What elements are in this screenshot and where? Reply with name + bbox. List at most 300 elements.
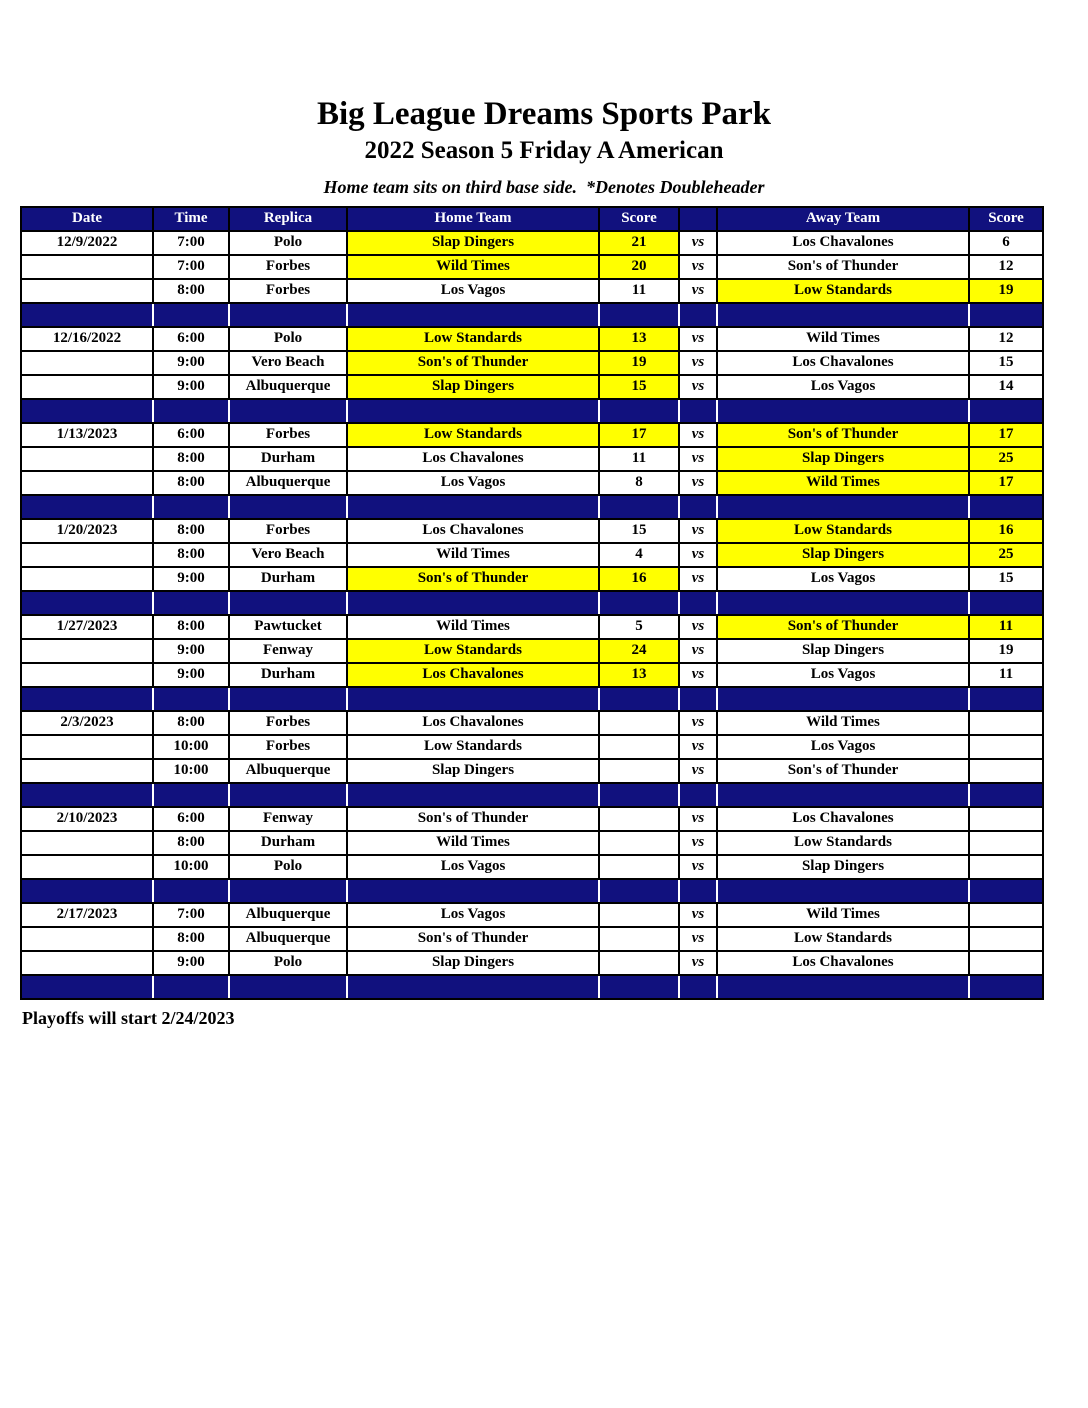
time-cell: 7:00 bbox=[153, 255, 229, 279]
home-score-cell: 5 bbox=[599, 615, 679, 639]
separator-cell bbox=[153, 687, 229, 711]
replica-cell: Fenway bbox=[229, 639, 347, 663]
time-cell: 8:00 bbox=[153, 543, 229, 567]
away-team-cell: Los Vagos bbox=[717, 567, 969, 591]
vs-label: vs bbox=[679, 327, 717, 351]
vs-label: vs bbox=[679, 447, 717, 471]
col-header-away-team: Away Team bbox=[717, 207, 969, 231]
home-team-note: Home team sits on third base side. *Denotes Doubleheader bbox=[323, 176, 765, 197]
separator-cell bbox=[969, 495, 1043, 519]
away-team-cell: Son's of Thunder bbox=[717, 759, 969, 783]
away-score-cell: 6 bbox=[969, 231, 1043, 255]
separator-cell bbox=[717, 879, 969, 903]
separator-cell bbox=[969, 399, 1043, 423]
home-team-cell: Wild Times bbox=[347, 831, 599, 855]
replica-cell: Durham bbox=[229, 831, 347, 855]
separator-cell bbox=[599, 879, 679, 903]
separator-cell bbox=[969, 975, 1043, 999]
separator-cell bbox=[599, 975, 679, 999]
separator-cell bbox=[717, 975, 969, 999]
game-row bbox=[21, 231, 1043, 255]
vs-label: vs bbox=[679, 423, 717, 447]
separator-cell bbox=[969, 687, 1043, 711]
game-row bbox=[21, 927, 1043, 951]
schedule-table bbox=[20, 206, 1044, 1000]
separator-cell bbox=[229, 879, 347, 903]
time-cell: 10:00 bbox=[153, 759, 229, 783]
away-team-cell: Low Standards bbox=[717, 831, 969, 855]
separator-row bbox=[21, 783, 1043, 807]
home-score-cell bbox=[599, 903, 679, 927]
separator-cell bbox=[717, 495, 969, 519]
vs-label: vs bbox=[679, 711, 717, 735]
date-cell bbox=[21, 759, 153, 783]
home-score-cell: 19 bbox=[599, 351, 679, 375]
date-cell bbox=[21, 279, 153, 303]
game-row bbox=[21, 951, 1043, 975]
header-row bbox=[21, 207, 1043, 231]
home-score-cell bbox=[599, 735, 679, 759]
separator-cell bbox=[969, 591, 1043, 615]
separator-cell bbox=[347, 783, 599, 807]
home-team-cell: Low Standards bbox=[347, 327, 599, 351]
separator-cell bbox=[599, 399, 679, 423]
away-team-cell: Son's of Thunder bbox=[717, 615, 969, 639]
away-score-cell: 15 bbox=[969, 567, 1043, 591]
date-cell bbox=[21, 447, 153, 471]
separator-cell bbox=[347, 399, 599, 423]
separator-row bbox=[21, 879, 1043, 903]
game-row bbox=[21, 471, 1043, 495]
replica-cell: Forbes bbox=[229, 423, 347, 447]
home-team-cell: Slap Dingers bbox=[347, 231, 599, 255]
vs-label: vs bbox=[679, 615, 717, 639]
game-row bbox=[21, 855, 1043, 879]
vs-label: vs bbox=[679, 639, 717, 663]
separator-cell bbox=[679, 591, 717, 615]
game-row bbox=[21, 903, 1043, 927]
away-team-cell: Los Vagos bbox=[717, 663, 969, 687]
separator-row bbox=[21, 687, 1043, 711]
away-team-cell: Los Chavalones bbox=[717, 231, 969, 255]
time-cell: 6:00 bbox=[153, 327, 229, 351]
col-header-home-team: Home Team bbox=[347, 207, 599, 231]
separator-cell bbox=[679, 495, 717, 519]
date-cell bbox=[21, 567, 153, 591]
separator-row bbox=[21, 399, 1043, 423]
separator-cell bbox=[347, 975, 599, 999]
home-team-cell: Los Chavalones bbox=[347, 519, 599, 543]
separator-cell bbox=[347, 591, 599, 615]
separator-cell bbox=[717, 399, 969, 423]
away-team-cell: Los Vagos bbox=[717, 375, 969, 399]
vs-label: vs bbox=[679, 903, 717, 927]
separator-cell bbox=[599, 495, 679, 519]
time-cell: 8:00 bbox=[153, 447, 229, 471]
away-team-cell: Slap Dingers bbox=[717, 447, 969, 471]
separator-cell bbox=[21, 303, 153, 327]
vs-label: vs bbox=[679, 471, 717, 495]
separator-cell bbox=[969, 783, 1043, 807]
replica-cell: Albuquerque bbox=[229, 471, 347, 495]
col-header-replica: Replica bbox=[229, 207, 347, 231]
away-team-cell: Low Standards bbox=[717, 927, 969, 951]
separator-cell bbox=[229, 591, 347, 615]
home-score-cell: 8 bbox=[599, 471, 679, 495]
time-cell: 6:00 bbox=[153, 807, 229, 831]
away-score-cell bbox=[969, 807, 1043, 831]
home-team-cell: Son's of Thunder bbox=[347, 927, 599, 951]
vs-label: vs bbox=[679, 519, 717, 543]
home-score-cell bbox=[599, 831, 679, 855]
separator-cell bbox=[969, 303, 1043, 327]
vs-label: vs bbox=[679, 255, 717, 279]
home-team-cell: Slap Dingers bbox=[347, 375, 599, 399]
home-score-cell: 20 bbox=[599, 255, 679, 279]
page-subtitle: 2022 Season 5 Friday A American bbox=[364, 137, 724, 165]
date-cell: 2/3/2023 bbox=[21, 711, 153, 735]
replica-cell: Polo bbox=[229, 231, 347, 255]
date-cell bbox=[21, 855, 153, 879]
time-cell: 8:00 bbox=[153, 711, 229, 735]
replica-cell: Forbes bbox=[229, 711, 347, 735]
home-score-cell: 11 bbox=[599, 279, 679, 303]
home-team-cell: Los Vagos bbox=[347, 855, 599, 879]
separator-cell bbox=[229, 783, 347, 807]
vs-label: vs bbox=[679, 231, 717, 255]
home-team-cell: Los Chavalones bbox=[347, 447, 599, 471]
replica-cell: Vero Beach bbox=[229, 543, 347, 567]
away-score-cell bbox=[969, 951, 1043, 975]
home-team-cell: Slap Dingers bbox=[347, 759, 599, 783]
date-cell bbox=[21, 927, 153, 951]
home-score-cell: 15 bbox=[599, 519, 679, 543]
away-team-cell: Wild Times bbox=[717, 903, 969, 927]
home-team-cell: Son's of Thunder bbox=[347, 351, 599, 375]
replica-cell: Polo bbox=[229, 951, 347, 975]
away-team-cell: Los Chavalones bbox=[717, 807, 969, 831]
away-team-cell: Slap Dingers bbox=[717, 543, 969, 567]
col-header-date: Date bbox=[21, 207, 153, 231]
home-score-cell bbox=[599, 807, 679, 831]
game-row bbox=[21, 831, 1043, 855]
separator-cell bbox=[347, 303, 599, 327]
away-score-cell bbox=[969, 855, 1043, 879]
game-row bbox=[21, 615, 1043, 639]
away-score-cell: 25 bbox=[969, 543, 1043, 567]
date-cell bbox=[21, 663, 153, 687]
home-score-cell: 21 bbox=[599, 231, 679, 255]
home-team-cell: Slap Dingers bbox=[347, 951, 599, 975]
col-header-vs bbox=[679, 207, 717, 231]
replica-cell: Albuquerque bbox=[229, 927, 347, 951]
away-score-cell: 25 bbox=[969, 447, 1043, 471]
away-score-cell: 19 bbox=[969, 639, 1043, 663]
vs-label: vs bbox=[679, 735, 717, 759]
vs-label: vs bbox=[679, 663, 717, 687]
away-score-cell bbox=[969, 711, 1043, 735]
game-row bbox=[21, 447, 1043, 471]
date-cell bbox=[21, 951, 153, 975]
home-score-cell bbox=[599, 927, 679, 951]
replica-cell: Albuquerque bbox=[229, 375, 347, 399]
away-score-cell: 19 bbox=[969, 279, 1043, 303]
away-team-cell: Wild Times bbox=[717, 471, 969, 495]
away-team-cell: Slap Dingers bbox=[717, 639, 969, 663]
home-score-cell: 4 bbox=[599, 543, 679, 567]
vs-label: vs bbox=[679, 759, 717, 783]
game-row bbox=[21, 639, 1043, 663]
separator-cell bbox=[229, 303, 347, 327]
time-cell: 9:00 bbox=[153, 567, 229, 591]
away-score-cell bbox=[969, 903, 1043, 927]
replica-cell: Forbes bbox=[229, 279, 347, 303]
separator-cell bbox=[679, 399, 717, 423]
home-team-cell: Low Standards bbox=[347, 423, 599, 447]
separator-cell bbox=[717, 783, 969, 807]
time-cell: 9:00 bbox=[153, 951, 229, 975]
separator-cell bbox=[229, 399, 347, 423]
home-team-cell: Los Vagos bbox=[347, 279, 599, 303]
game-row bbox=[21, 351, 1043, 375]
home-team-cell: Low Standards bbox=[347, 735, 599, 759]
home-team-cell: Los Chavalones bbox=[347, 711, 599, 735]
away-score-cell: 17 bbox=[969, 423, 1043, 447]
separator-row bbox=[21, 591, 1043, 615]
date-cell: 1/13/2023 bbox=[21, 423, 153, 447]
time-cell: 7:00 bbox=[153, 903, 229, 927]
away-team-cell: Los Chavalones bbox=[717, 951, 969, 975]
separator-cell bbox=[21, 495, 153, 519]
date-cell: 1/20/2023 bbox=[21, 519, 153, 543]
away-score-cell: 16 bbox=[969, 519, 1043, 543]
time-cell: 10:00 bbox=[153, 855, 229, 879]
replica-cell: Albuquerque bbox=[229, 759, 347, 783]
away-team-cell: Low Standards bbox=[717, 279, 969, 303]
away-score-cell: 17 bbox=[969, 471, 1043, 495]
time-cell: 8:00 bbox=[153, 615, 229, 639]
replica-cell: Forbes bbox=[229, 519, 347, 543]
separator-cell bbox=[153, 879, 229, 903]
away-team-cell: Los Vagos bbox=[717, 735, 969, 759]
separator-cell bbox=[717, 591, 969, 615]
col-header-home-score: Score bbox=[599, 207, 679, 231]
home-score-cell bbox=[599, 855, 679, 879]
time-cell: 10:00 bbox=[153, 735, 229, 759]
time-cell: 8:00 bbox=[153, 279, 229, 303]
separator-cell bbox=[21, 783, 153, 807]
away-score-cell: 11 bbox=[969, 663, 1043, 687]
separator-cell bbox=[153, 783, 229, 807]
vs-label: vs bbox=[679, 951, 717, 975]
away-team-cell: Low Standards bbox=[717, 519, 969, 543]
separator-cell bbox=[717, 687, 969, 711]
separator-cell bbox=[153, 975, 229, 999]
away-team-cell: Los Chavalones bbox=[717, 351, 969, 375]
replica-cell: Vero Beach bbox=[229, 351, 347, 375]
separator-cell bbox=[599, 303, 679, 327]
game-row bbox=[21, 759, 1043, 783]
separator-cell bbox=[969, 879, 1043, 903]
home-team-cell: Son's of Thunder bbox=[347, 807, 599, 831]
time-cell: 9:00 bbox=[153, 639, 229, 663]
date-cell bbox=[21, 639, 153, 663]
separator-cell bbox=[153, 495, 229, 519]
playoffs-note: Playoffs will start 2/24/2023 bbox=[22, 1007, 235, 1028]
game-row bbox=[21, 327, 1043, 351]
away-team-cell: Son's of Thunder bbox=[717, 423, 969, 447]
game-row bbox=[21, 735, 1043, 759]
game-row bbox=[21, 807, 1043, 831]
vs-label: vs bbox=[679, 351, 717, 375]
game-row bbox=[21, 423, 1043, 447]
separator-cell bbox=[229, 687, 347, 711]
table-header bbox=[21, 207, 1043, 231]
away-team-cell: Wild Times bbox=[717, 711, 969, 735]
separator-cell bbox=[679, 783, 717, 807]
separator-cell bbox=[21, 687, 153, 711]
separator-cell bbox=[679, 879, 717, 903]
away-team-cell: Slap Dingers bbox=[717, 855, 969, 879]
date-cell: 2/17/2023 bbox=[21, 903, 153, 927]
game-row bbox=[21, 279, 1043, 303]
separator-row bbox=[21, 975, 1043, 999]
game-row bbox=[21, 567, 1043, 591]
separator-cell bbox=[21, 975, 153, 999]
date-cell bbox=[21, 351, 153, 375]
away-score-cell: 12 bbox=[969, 255, 1043, 279]
vs-label: vs bbox=[679, 807, 717, 831]
home-team-cell: Los Chavalones bbox=[347, 663, 599, 687]
separator-cell bbox=[153, 591, 229, 615]
replica-cell: Fenway bbox=[229, 807, 347, 831]
replica-cell: Durham bbox=[229, 663, 347, 687]
separator-cell bbox=[599, 591, 679, 615]
replica-cell: Albuquerque bbox=[229, 903, 347, 927]
home-score-cell bbox=[599, 711, 679, 735]
home-team-cell: Wild Times bbox=[347, 255, 599, 279]
game-row bbox=[21, 255, 1043, 279]
date-cell: 12/16/2022 bbox=[21, 327, 153, 351]
page-title: Big League Dreams Sports Park bbox=[316, 96, 772, 132]
time-cell: 9:00 bbox=[153, 351, 229, 375]
separator-cell bbox=[21, 879, 153, 903]
separator-cell bbox=[679, 687, 717, 711]
time-cell: 8:00 bbox=[153, 831, 229, 855]
vs-label: vs bbox=[679, 855, 717, 879]
date-cell bbox=[21, 255, 153, 279]
date-cell: 2/10/2023 bbox=[21, 807, 153, 831]
away-score-cell bbox=[969, 927, 1043, 951]
home-team-cell: Son's of Thunder bbox=[347, 567, 599, 591]
vs-label: vs bbox=[679, 567, 717, 591]
date-cell bbox=[21, 735, 153, 759]
separator-row bbox=[21, 303, 1043, 327]
time-cell: 8:00 bbox=[153, 927, 229, 951]
date-cell bbox=[21, 471, 153, 495]
away-score-cell: 12 bbox=[969, 327, 1043, 351]
away-score-cell bbox=[969, 735, 1043, 759]
separator-cell bbox=[229, 975, 347, 999]
separator-cell bbox=[21, 591, 153, 615]
time-cell: 7:00 bbox=[153, 231, 229, 255]
separator-cell bbox=[679, 975, 717, 999]
home-team-cell: Low Standards bbox=[347, 639, 599, 663]
vs-label: vs bbox=[679, 279, 717, 303]
separator-cell bbox=[347, 687, 599, 711]
away-score-cell bbox=[969, 759, 1043, 783]
separator-cell bbox=[347, 879, 599, 903]
separator-cell bbox=[347, 495, 599, 519]
time-cell: 8:00 bbox=[153, 471, 229, 495]
col-header-time: Time bbox=[153, 207, 229, 231]
vs-label: vs bbox=[679, 927, 717, 951]
separator-cell bbox=[679, 303, 717, 327]
replica-cell: Pawtucket bbox=[229, 615, 347, 639]
separator-cell bbox=[229, 495, 347, 519]
home-team-cell: Los Vagos bbox=[347, 471, 599, 495]
separator-cell bbox=[21, 399, 153, 423]
time-cell: 6:00 bbox=[153, 423, 229, 447]
away-score-cell: 15 bbox=[969, 351, 1043, 375]
home-score-cell bbox=[599, 951, 679, 975]
separator-cell bbox=[599, 687, 679, 711]
vs-label: vs bbox=[679, 831, 717, 855]
separator-cell bbox=[717, 303, 969, 327]
date-cell: 12/9/2022 bbox=[21, 231, 153, 255]
game-row bbox=[21, 711, 1043, 735]
game-row bbox=[21, 519, 1043, 543]
replica-cell: Forbes bbox=[229, 255, 347, 279]
away-score-cell bbox=[969, 831, 1043, 855]
vs-label: vs bbox=[679, 375, 717, 399]
time-cell: 9:00 bbox=[153, 375, 229, 399]
replica-cell: Durham bbox=[229, 567, 347, 591]
home-team-cell: Los Vagos bbox=[347, 903, 599, 927]
col-header-away-score: Score bbox=[969, 207, 1043, 231]
home-score-cell: 11 bbox=[599, 447, 679, 471]
separator-row bbox=[21, 495, 1043, 519]
away-score-cell: 14 bbox=[969, 375, 1043, 399]
date-cell: 1/27/2023 bbox=[21, 615, 153, 639]
replica-cell: Forbes bbox=[229, 735, 347, 759]
home-score-cell: 15 bbox=[599, 375, 679, 399]
time-cell: 9:00 bbox=[153, 663, 229, 687]
home-team-cell: Wild Times bbox=[347, 543, 599, 567]
game-row bbox=[21, 375, 1043, 399]
game-row bbox=[21, 543, 1043, 567]
away-score-cell: 11 bbox=[969, 615, 1043, 639]
game-row bbox=[21, 663, 1043, 687]
time-cell: 8:00 bbox=[153, 519, 229, 543]
home-score-cell bbox=[599, 759, 679, 783]
date-cell bbox=[21, 543, 153, 567]
date-cell bbox=[21, 831, 153, 855]
home-score-cell: 17 bbox=[599, 423, 679, 447]
home-score-cell: 24 bbox=[599, 639, 679, 663]
home-team-cell: Wild Times bbox=[347, 615, 599, 639]
separator-cell bbox=[599, 783, 679, 807]
replica-cell: Polo bbox=[229, 855, 347, 879]
replica-cell: Durham bbox=[229, 447, 347, 471]
home-score-cell: 16 bbox=[599, 567, 679, 591]
away-team-cell: Wild Times bbox=[717, 327, 969, 351]
home-score-cell: 13 bbox=[599, 327, 679, 351]
away-team-cell: Son's of Thunder bbox=[717, 255, 969, 279]
separator-cell bbox=[153, 303, 229, 327]
date-cell bbox=[21, 375, 153, 399]
home-score-cell: 13 bbox=[599, 663, 679, 687]
